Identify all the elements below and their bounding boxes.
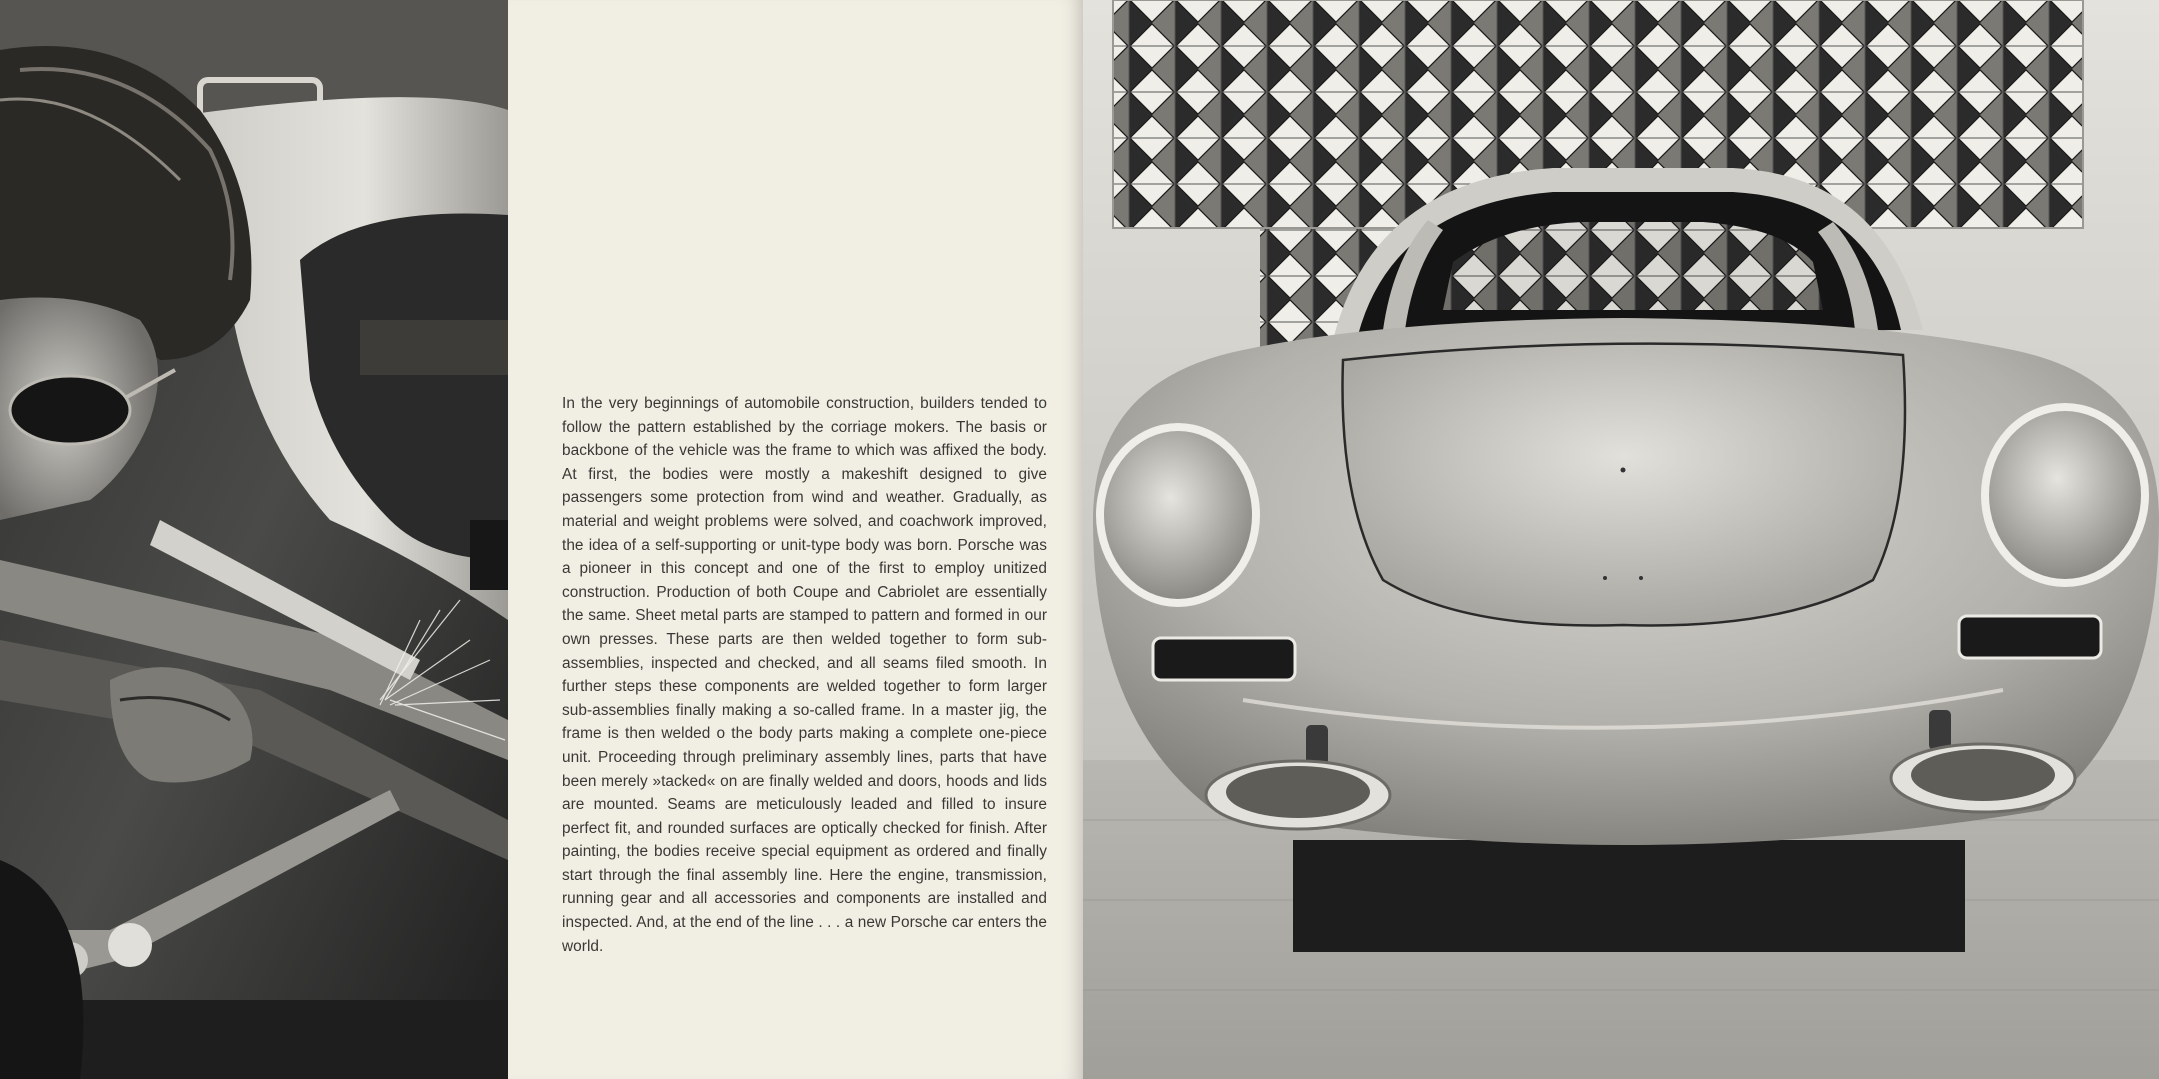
text-page (508, 0, 1083, 1079)
body-paragraph: In the very beginnings of automobile construction, builders tended to follow the pattern established by the corriage mokers. The basis or backbone of the vehicle was the frame to which was affixed the body. At first, the bodies were mostly a makeshift designed to give passengers some protection from wind and weather. Gradually, as material and weight problems were solved, and coachwork improved, the idea of a self-supporting or unit-type body was born. Porsche was a pioneer in this concept and one of the first to employ unitized construction. Production of both Coupe and Cabriolet are essentially the same. Sheet metal parts are stamped to pattern and formed in our own presses. These parts are then welded together to form sub-assemblies, inspected and checked, and all seams filed smooth. In further steps these components are welded together to form larger sub-assemblies finally making a so-called frame. In a master jig, the frame is then welded o the body parts making a complete one-piece unit. Proceeding through preliminary assembly lines, parts that have been merely »tacked« on are finally welded and doors, hoods and lids are mounted. Seams are meticulously leaded and filled to insure perfect fit, and rounded surfaces are optically checked for finish. After painting, the bodies receive special equipment as ordered and finally start through the final assembly line. Here the engine, transmission, running gear and all accessories and components are installed and inspected. And, at the end of the line . . . a new Porsche car enters the world. (562, 395, 1047, 955)
porsche-body-photo (1083, 0, 2159, 1079)
welder-photo (0, 0, 508, 1079)
